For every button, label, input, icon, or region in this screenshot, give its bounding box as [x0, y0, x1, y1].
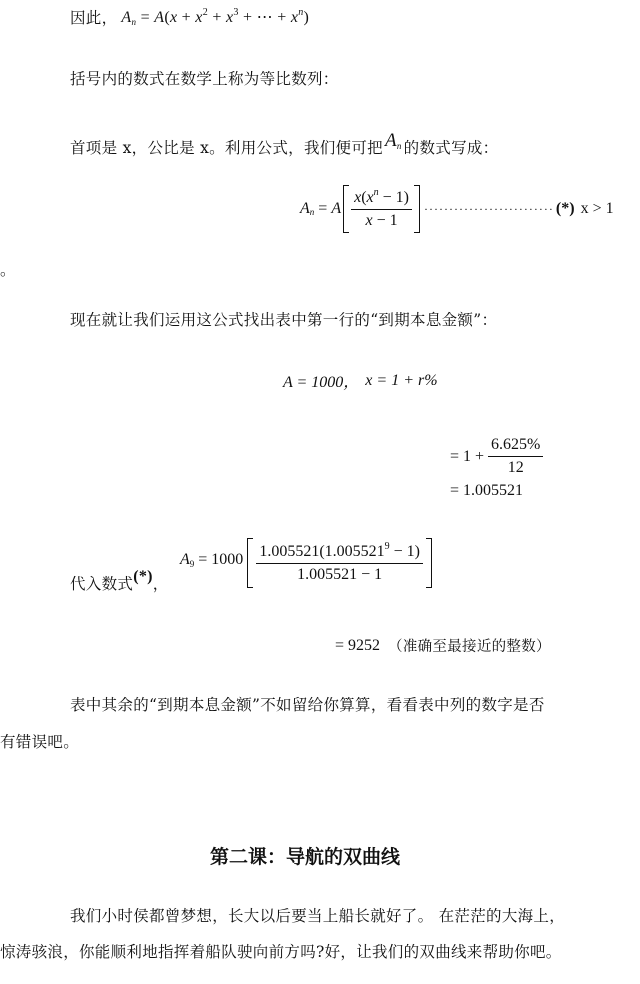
substitute-label: 代入数式 [70, 575, 134, 593]
text-first-term [70, 130, 499, 158]
substitute-marker: (*) [133, 568, 153, 585]
leader-dots: ·························· [424, 201, 554, 216]
x-condition: x > 1 [580, 200, 614, 217]
answer-note: （准确至最接近的整数） [388, 639, 551, 655]
rate-denominator: 12 [507, 459, 524, 476]
answer-value: = 9252 [335, 636, 381, 654]
stray-period: 。 [0, 261, 16, 279]
left-bracket [247, 538, 253, 588]
paragraph2-line1: 我们小时侯都曾梦想，长大以后要当上船长就好了。 在茫茫的大海上， [70, 907, 566, 925]
rate-one: = 1 + [450, 447, 485, 465]
formula-star: A $_n$ = A $\frac{x(x^n - 1)}{x - 1}$ ·························· (*) x > 1 [300, 185, 614, 233]
left-bracket [343, 185, 349, 233]
paragraph2-line2: 惊涛骇浪，你能顺利地指挥着船队驶向前方吗?好，让我们的双曲线来帮助你吧。 [0, 943, 562, 961]
text-geometric-series: 括号内的数式在数学上称为等比数列： [70, 70, 339, 88]
given-x: x = 1 + r% [365, 371, 438, 389]
text-apply-formula: 现在就让我们运用这公式找出表中第一行的“到期本息金额”： [70, 311, 498, 329]
an-formula: $A_n = A(x + x^2 + x^3$ + ⋯ + $x^n$) [121, 7, 310, 27]
substitute-label-line [70, 568, 169, 594]
paragraph-line2: 有错误吧。 [0, 733, 80, 751]
paragraph-line1: 表中其余的“到期本息金额”不如留给你算算，看看表中列的数字是否 [70, 696, 545, 714]
formula-line-an [70, 6, 309, 28]
rate-result: = 1.005521 [450, 482, 524, 499]
text-first-term-part1: 首项是 x，公比是 x。利用公式，我们便可把 [70, 139, 383, 157]
text-first-term-part2: 的数式写成： [403, 139, 499, 157]
an-symbol: $A_n$ [384, 130, 402, 151]
answer-line [335, 635, 551, 656]
substitute-comma: ， [152, 575, 169, 593]
section-title: 第二课：导航的双曲线 [210, 846, 401, 868]
lead-text: 因此， [70, 9, 118, 27]
substitute-fraction: $\frac{1.005521(1.005521^9 - 1)}{1.005521 - 1}$ [256, 543, 423, 584]
given-a: A = 1000， [283, 374, 360, 391]
rate-numerator: 6.625% [488, 436, 543, 457]
rate-expression [450, 436, 543, 477]
given-values [283, 369, 438, 392]
star-marker: (*) [555, 200, 575, 217]
rate-fraction [488, 436, 543, 477]
substitute-formula: $A_9 = 1000$ $\frac{1.005521(1.005521^9 - 1)}{1.005521 - 1}$ [180, 538, 432, 588]
star-fraction: $\frac{x(x^n - 1)}{x - 1}$ [351, 189, 412, 230]
right-bracket [426, 538, 432, 588]
right-bracket [414, 185, 420, 233]
